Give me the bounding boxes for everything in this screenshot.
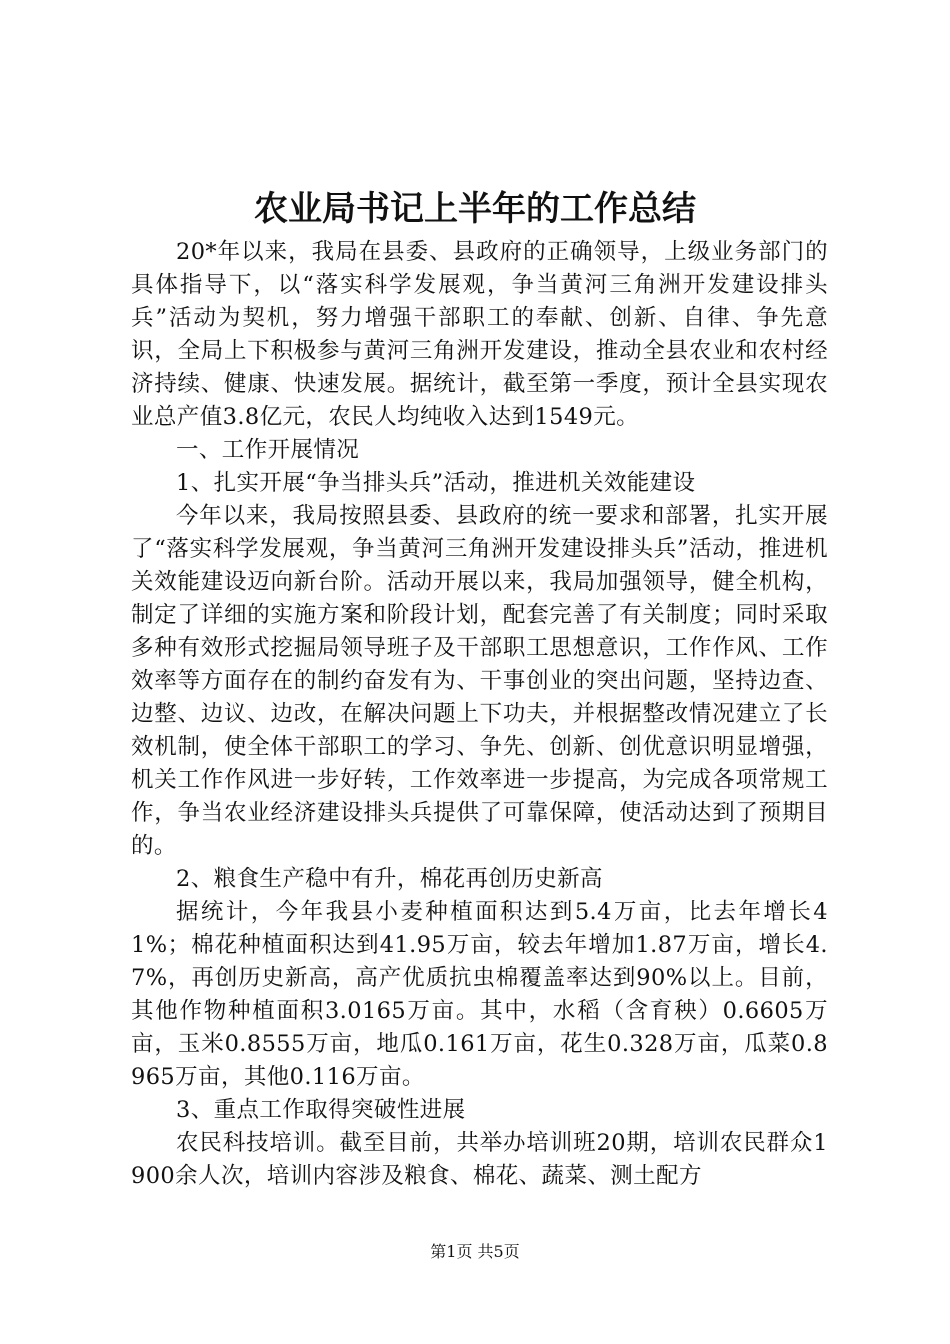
- subsection-heading-3: 3、重点工作取得突破性进展: [176, 1097, 466, 1123]
- subsection-heading-2: 2、粮食生产稳中有升，棉花再创历史新高: [176, 866, 603, 892]
- paragraph-crop-statistics: 据统计，今年我县小麦种植面积达到5.4万亩，比去年增长41%；棉花种植面积达到41.95万亩，较去年增加1.87万亩，增长4.7%，再创历史新高，高产优质抗虫棉覆盖率达到90%以上。目前，其他作物种植面积3.0165万亩。其中，水稻（含育秧）0.6605万亩，玉米0.8555万亩，地瓜0.161万亩，花生0.328万亩，瓜菜0.8965万亩，其他0.116万亩。: [131, 899, 828, 1090]
- document-title: 农业局书记上半年的工作总结: [254, 189, 696, 229]
- section-heading-work-status: 一、工作开展情况: [176, 437, 360, 463]
- paragraph-efficiency-building: 今年以来，我局按照县委、县政府的统一要求和部署，扎实开展了“落实科学发展观，争当黄河三角洲开发建设排头兵”活动，推进机关效能建设迈向新台阶。活动开展以来，我局加强领导，健全机构，制定了详细的实施方案和阶段计划，配套完善了有关制度；同时采取多种有效形式挖掘局领导班子及干部职工思想意识，工作作风、工作效率等方面存在的制约奋发有为、干事创业的突出问题，坚持边查、边整、边议、边改，在解决问题上下功夫，并根据整改情况建立了长效机制，使全体干部职工的学习、争先、创新、创优意识明显增强，机关工作作风进一步好转，工作效率进一步提高，为完成各项常规工作，争当农业经济建设排头兵提供了可靠保障，使活动达到了预期目的。: [131, 503, 828, 859]
- page-footer: 第1页 共5页: [430, 1242, 520, 1261]
- document-body: [131, 236, 828, 1193]
- subsection-heading-1: 1、扎实开展“争当排头兵”活动，推进机关效能建设: [176, 470, 696, 496]
- paragraph-farmer-training: 农民科技培训。截至目前，共举办培训班20期，培训农民群众1900余人次，培训内容涉及粮食、棉花、蔬菜、测土配方: [131, 1130, 828, 1189]
- intro-paragraph: 20*年以来，我局在县委、县政府的正确领导，上级业务部门的具体指导下，以“落实科学发展观，争当黄河三角洲开发建设排头兵”活动为契机，努力增强干部职工的奉献、创新、自律、争先意识，全局上下积极参与黄河三角洲开发建设，推动全县农业和农村经济持续、健康、快速发展。据统计，截至第一季度，预计全县实现农业总产值3.8亿元，农民人均纯收入达到1549元。: [131, 239, 828, 430]
